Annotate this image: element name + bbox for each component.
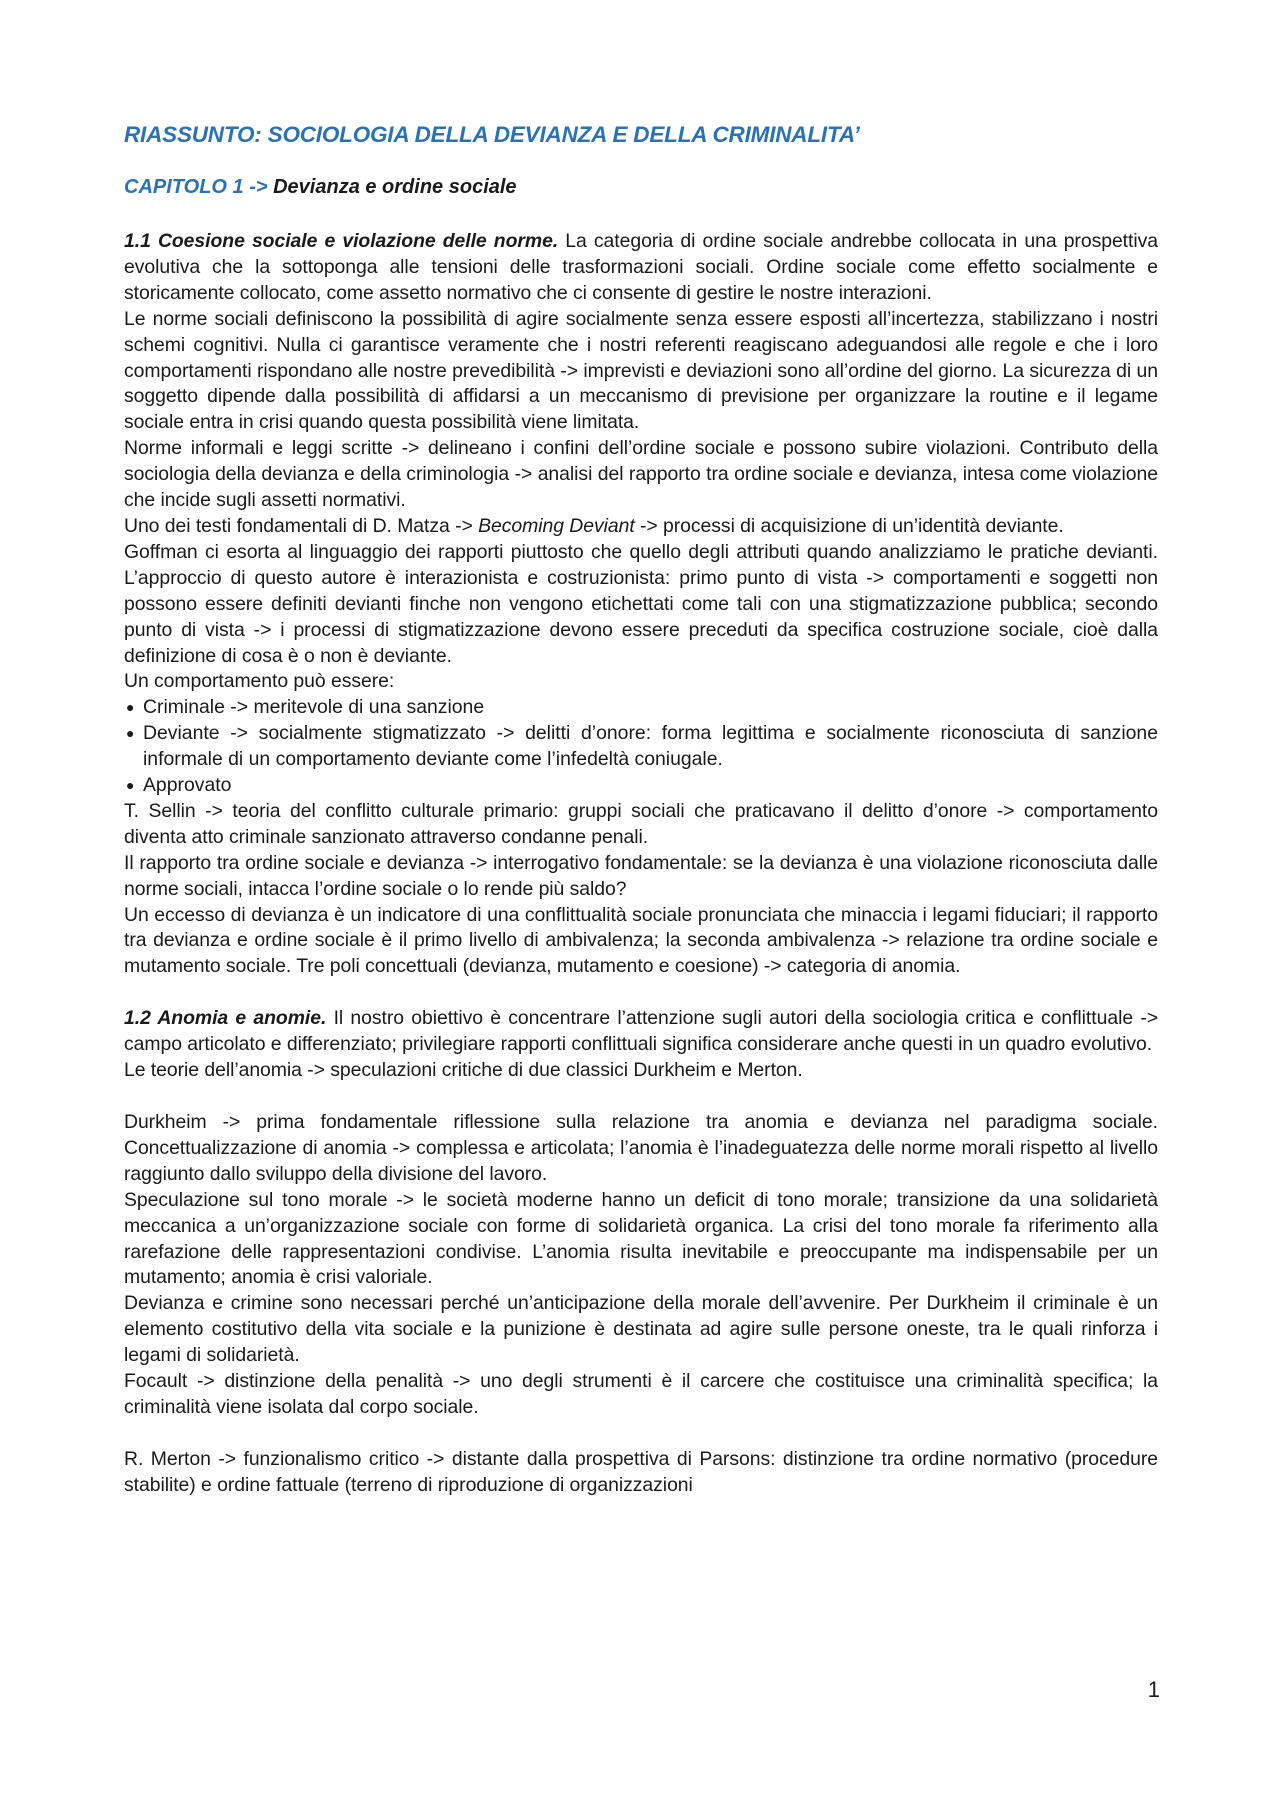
section-1-paragraph-5: Goffman ci esorta al linguaggio dei rapporti piuttosto che quello degli attributi quando analizziamo le pratiche devianti. L’approccio di questo autore è interazionista e costruzionista: primo punto di vista -> comportamenti e soggetti non possono essere definiti devianti finche non vengono etichettati come tali con una stigmatizzazione pubblica; secondo punto di vista -> i processi di stigmatizzazione devono essere preceduti da specifica costruzione sociale, cioè dalla definizione di cosa è o non è deviante. <box>124 540 1158 667</box>
document-body <box>124 122 1158 1499</box>
section-2-paragraph-7: R. Merton -> funzionalismo critico -> distante dalla prospettiva di Parsons: distinzione tra ordine normativo (procedure stabilite) e ordine fattuale (terreno di riproduzione di organizzazioni <box>124 1447 1158 1496</box>
section-2-heading: 1.2 Anomia e anomie. <box>124 1007 327 1030</box>
section-1-intro-text: La categoria di ordine sociale andrebbe collocata in una prospettiva evolutiva che la sottoponga alle tensioni delle trasformazioni sociali. Ordine sociale come effetto socialmente e storicamente collocato, come assetto normativo che ci consente di gestire le nostre interazioni. <box>124 230 1158 304</box>
behavior-type-list <box>124 695 1158 799</box>
bullet-icon: ● <box>126 725 135 742</box>
section-1-paragraph-9: Un eccesso di devianza è un indicatore di una conflittualità sociale pronunciata che minaccia i legami fiduciari; il rapporto tra devianza e ordine sociale è il primo livello di ambivalenza; la seconda ambivalenza -> relazione tra ordine sociale e mutamento sociale. Tre poli concettuali (devianza, mutamento e coesione) -> categoria di anomia. <box>124 903 1158 978</box>
section-1-paragraph-1 <box>124 229 1158 307</box>
page-number: 1 <box>1147 1677 1160 1702</box>
section-1-paragraph-4 <box>124 514 1158 540</box>
bullet-icon: ● <box>126 777 135 794</box>
section-1-paragraph-6: Un comportamento può essere: <box>124 670 395 693</box>
section-1-paragraph-7: T. Sellin -> teoria del conflitto culturale primario: gruppi sociali che praticavano il delitto d’onore -> comportamento diventa atto criminale sanzionato attraverso condanne penali. <box>124 799 1158 848</box>
section-1-paragraph-3: Norme informali e leggi scritte -> delineano i confini dell’ordine sociale e possono subire violazioni. Contributo della sociologia della devianza e della criminologia -> analisi del rapporto tra ordine sociale e devianza, intesa come violazione che incide sugli assetti normativi. <box>124 437 1158 512</box>
book-title-becoming-deviant: Becoming Deviant <box>478 514 635 537</box>
matza-text-post: -> processi di acquisizione di un’identità deviante. <box>634 514 1064 537</box>
list-item: ● Criminale -> meritevole di una sanzione <box>124 695 1158 721</box>
section-2-paragraph-6: Focault -> distinzione della penalità -> uno degli strumenti è il carcere che costituisce una criminalità specifica; la criminalità viene isolata dal corpo sociale. <box>124 1370 1158 1418</box>
chapter-title: Devianza e ordine sociale <box>273 176 517 198</box>
section-2-paragraph-3: Durkheim -> prima fondamentale riflessione sulla relazione tra anomia e devianza nel paradigma sociale. Concettualizzazione di anomia -> complessa e articolata; l’anomia è l’inadeguatezza delle norme morali rispetto al livello raggiunto dallo sviluppo della divisione del lavoro. <box>124 1111 1158 1185</box>
list-item: ● Deviante -> socialmente stigmatizzato -> delitti d’onore: forma legittima e socialmente riconosciuta di sanzione informale di un comportamento deviante come l’infedeltà coniugale. <box>126 722 1158 771</box>
spacer <box>124 980 1158 1006</box>
matza-text-pre: Uno dei testi fondamentali di D. Matza -> <box>124 514 479 537</box>
spacer <box>124 1421 1158 1447</box>
section-1-paragraph-8: Il rapporto tra ordine sociale e devianza -> interrogativo fondamentale: se la devianza è una violazione riconosciuta dalle norme sociali, intacca l’ordine sociale o lo rende più saldo? <box>124 851 1158 900</box>
section-2-paragraph-1 <box>124 1006 1158 1058</box>
chapter-label: CAPITOLO 1 -> <box>124 176 274 198</box>
document-title: RIASSUNTO: SOCIOLOGIA DELLA DEVIANZA E DELLA CRIMINALITA’ <box>124 122 860 147</box>
section-1-heading: 1.1 Coesione sociale e violazione delle norme. <box>124 230 559 252</box>
section-1-paragraph-2: Le norme sociali definiscono la possibilità di agire socialmente senza essere esposti all’incertezza, stabilizzano i nostri schemi cognitivi. Nulla ci garantisce veramente che i nostri referenti reagiscano adeguandosi alle regole e che i loro comportamenti rispondano alle nostre prevedibilità -> imprevisti e deviazioni sono all’ordine del giorno. La sicurezza di un soggetto dipende dalla possibilità di affidarsi a un meccanismo di previsione per organizzare la routine e il legame sociale entra in crisi quando questa possibilità viene limitata. <box>124 307 1158 434</box>
section-2-intro-text: Il nostro obiettivo è concentrare l’attenzione sugli autori della sociologia critica e conflittuale -> campo articolato e differenziato; privilegiare rapporti conflittuali significa considerare anche questi in un quadro evolutivo. <box>124 1007 1158 1056</box>
chapter-heading <box>124 176 1158 199</box>
section-2-paragraph-4: Speculazione sul tono morale -> le società moderne hanno un deficit di tono morale; transizione da una solidarietà meccanica a un’organizzazione sociale con forme di solidarietà organica. La crisi del tono morale fa riferimento alla rarefazione delle rappresentazioni condivise. L’anomia risulta inevitabile e preoccupante ma indispensabile per un mutamento; anomia è crisi valoriale. <box>124 1188 1158 1289</box>
list-item: ● Approvato <box>124 773 1158 799</box>
spacer <box>124 1084 1158 1110</box>
bullet-icon: ● <box>126 699 135 716</box>
section-2-paragraph-5: Devianza e crimine sono necessari perché un’anticipazione della morale dell’avvenire. Per Durkheim il criminale è un elemento costitutivo della vita sociale e la punizione è destinata ad agire sulle persone oneste, tra le quali rinforza i legami di solidarietà. <box>124 1292 1158 1367</box>
section-2-paragraph-2: Le teorie dell’anomia -> speculazioni critiche di due classici Durkheim e Merton. <box>124 1059 803 1082</box>
